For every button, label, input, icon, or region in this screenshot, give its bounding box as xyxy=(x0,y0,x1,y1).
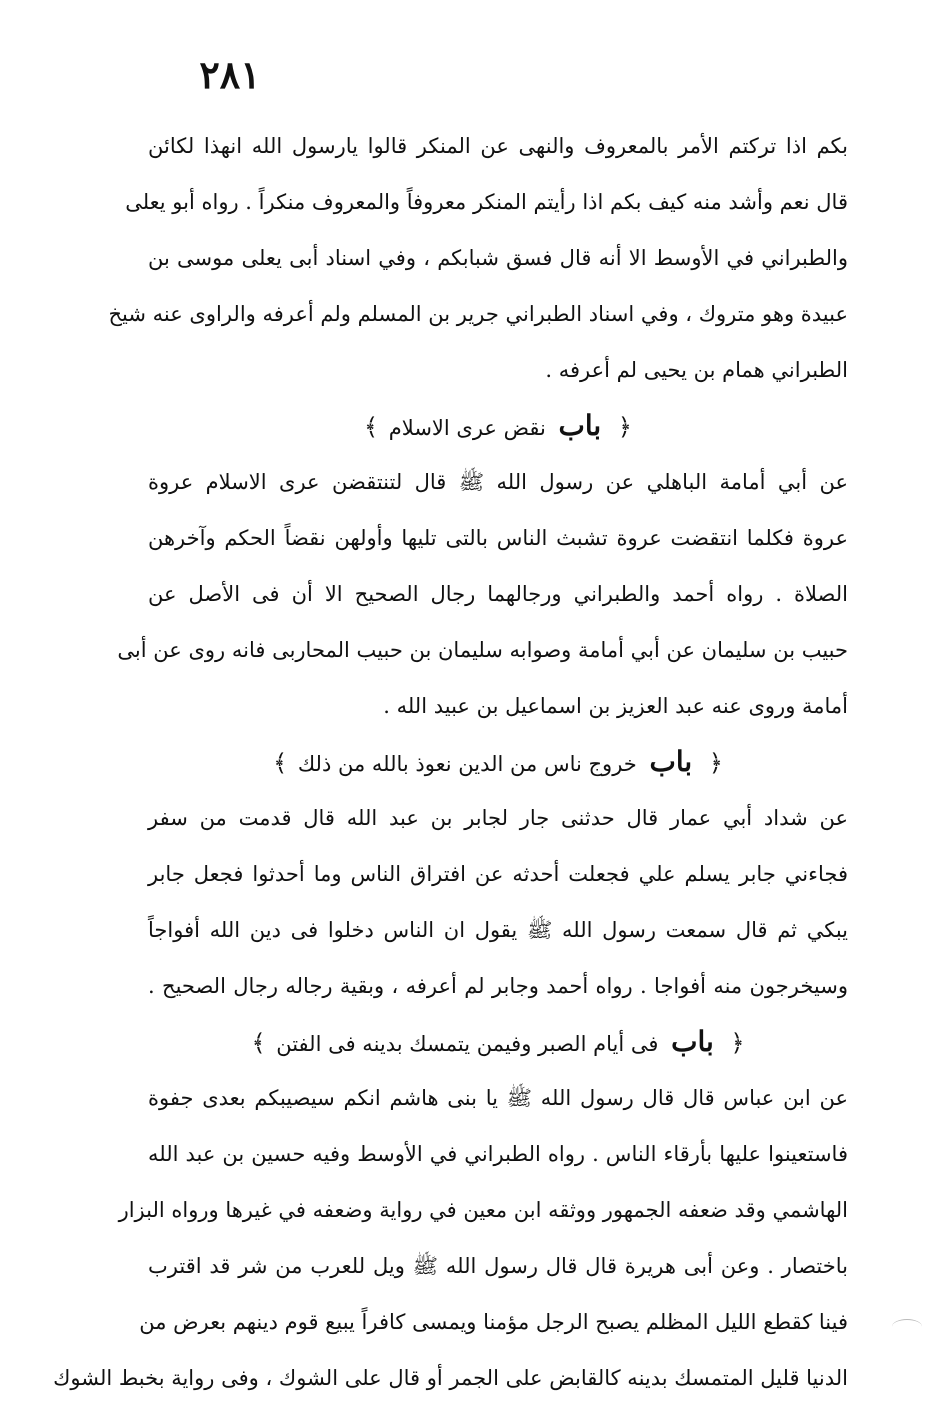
text-line: الهاشمي وقد ضعفه الجمهور ووثقه ابن معين في رواية وضعفه في غيرها ورواه البزار xyxy=(118,1198,848,1222)
text-line: فينا كقطع الليل المظلم يصبح الرجل مؤمنا ويمسى كافراً يبيع قوم دينهم بعرض من xyxy=(139,1310,848,1334)
text-line: عن أبي أمامة الباهلي عن رسول الله ﷺ قال لتنتقضن عرى الاسلام عروة xyxy=(148,470,848,494)
bab-label: باب xyxy=(558,409,602,442)
close-bracket: ﴾ xyxy=(251,1029,266,1057)
text-line: فاستعينوا عليها بأرقاء الناس . رواه الطبراني في الأوسط وفيه حسين بن عبد الله xyxy=(148,1142,848,1166)
close-bracket: ﴾ xyxy=(273,749,288,777)
section-3-paragraph xyxy=(53,1070,848,1406)
text-line: والطبراني في الأوسط الا أنه قال فسق شبابكم ، وفي اسناد أبى يعلى موسى بن xyxy=(148,246,848,270)
text-line: فجاءني جابر يسلم علي فجعلت أحدثه عن افتراق الناس وما أحدثوا فجعل جابر xyxy=(148,862,848,886)
text-line: الطبراني همام بن يحيى لم أعرفه . xyxy=(545,358,848,382)
text-line: عبيدة وهو متروك ، وفي اسناد الطبراني جرير بن المسلم ولم أعرفه والراوى عنه شيخ xyxy=(108,302,848,326)
close-bracket: ﴾ xyxy=(364,413,379,441)
text-line: باختصار . وعن أبى هريرة قال قال رسول الله ﷺ ويل للعرب من شر قد اقترب xyxy=(148,1254,848,1278)
text-line: يبكي ثم قال سمعت رسول الله ﷺ يقول ان الناس دخلوا فى دين الله أفواجاً xyxy=(148,918,848,942)
page-body xyxy=(53,118,848,1406)
text-line: الصلاة . رواه أحمد والطبراني ورجالهما رجال الصحيح الا أن فى الأصل عن xyxy=(148,582,848,606)
open-bracket: ﴿ xyxy=(708,749,723,777)
section-heading-2 xyxy=(148,734,848,790)
text-line: حبيب بن سليمان عن أبي أمامة وصوابه سليمان بن حبيب المحاربى فانه روى عن أبى xyxy=(117,638,848,662)
text-line: قال نعم وأشد منه كيف بكم اذا رأيتم المنكر معروفاً والمعروف منكراً . رواه أبو يعلى xyxy=(125,190,848,214)
open-bracket: ﴿ xyxy=(617,413,632,441)
text-line: أمامة وروى عنه عبد العزيز بن اسماعيل بن عبيد الله . xyxy=(383,694,848,718)
opening-paragraph xyxy=(108,118,848,398)
section-title: فى أيام الصبر وفيمن يتمسك بدينه فى الفتن xyxy=(276,1032,659,1056)
section-title: نقض عرى الاسلام xyxy=(388,416,546,440)
section-heading-1 xyxy=(148,398,848,454)
text-line: بكم اذا تركتم الأمر بالمعروف والنهى عن المنكر قالوا يارسول الله انهذا لكائن xyxy=(148,134,848,158)
page-number: ٢٨١ xyxy=(199,52,261,97)
section-heading-3 xyxy=(148,1014,848,1070)
section-title: خروج ناس من الدين نعوذ بالله من ذلك xyxy=(297,752,637,776)
section-1-paragraph xyxy=(117,454,848,734)
text-line: الدنيا قليل المتمسك بدينه كالقابض على الجمر أو قال على الشوك ، وفى رواية بخبط الشوك xyxy=(53,1366,848,1390)
bab-label: باب xyxy=(671,1025,714,1058)
text-line: عن ابن عباس قال قال رسول الله ﷺ يا بنى هاشم انكم سيصيبكم بعدى جفوة xyxy=(148,1086,848,1110)
text-line: عروة فكلما انتقضت عروة تشبث الناس بالتى تليها وأولهن نقضاً الحكم وآخرهن xyxy=(148,526,848,550)
text-line: وسيخرجون منه أفواجا . رواه أحمد وجابر لم أعرفه ، وبقية رجاله رجال الصحيح . xyxy=(148,974,848,998)
section-2-paragraph xyxy=(148,790,848,1014)
text-line: عن شداد أبي عمار قال حدثنى جار لجابر بن عبد الله قال قدمت من سفر xyxy=(148,806,848,830)
bab-label: باب xyxy=(649,745,693,778)
page-corner-mark xyxy=(892,1319,922,1334)
open-bracket: ﴿ xyxy=(730,1029,745,1057)
